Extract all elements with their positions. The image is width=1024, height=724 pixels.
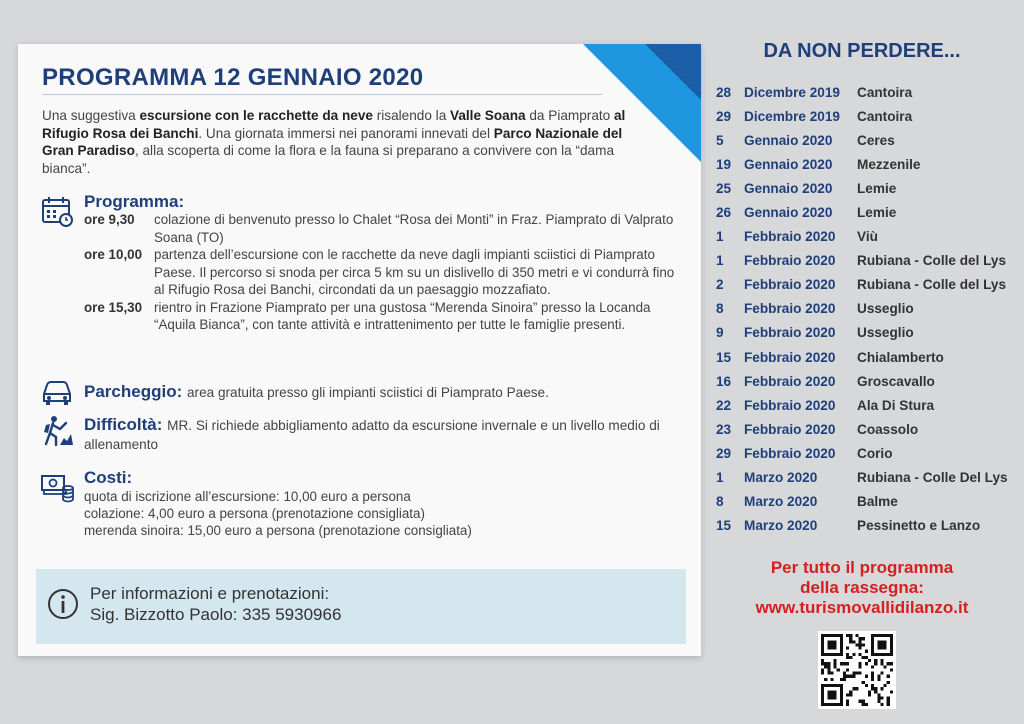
event-place: Viù (857, 229, 878, 245)
cost-line: merenda sinoira: 15,00 euro a persona (prenotazione consigliata) (84, 523, 472, 538)
programma-heading: Programma: (84, 192, 185, 211)
event-row (712, 200, 1022, 224)
calendar-icon (40, 194, 74, 228)
event-place: Mezzenile (857, 156, 921, 172)
contact-line: Sig. Bizzotto Paolo: 335 5930966 (90, 605, 342, 624)
intro-paragraph: Una suggestiva escursione con le racchette da neve risalendo la Valle Soana da Piamprato al Rifugio Rosa dei Banchi. Una giornata immersi nei panorami innevati del Parco Nazionale del Gran Paradiso, alla scoperta di come la flora e la fauna si preparano a convivere con la “dama bianca”. (42, 108, 626, 176)
hiker-icon (40, 414, 74, 448)
difficolta-section (84, 416, 664, 454)
event-place: Balme (857, 494, 898, 510)
event-row (712, 273, 1022, 297)
event-day: 8 (716, 494, 724, 510)
event-row (712, 441, 1022, 465)
sidebar-title: DA NON PERDERE... (763, 40, 961, 62)
event-day: 25 (716, 180, 732, 196)
event-place: Lemie (857, 205, 897, 221)
event-place: Lemie (857, 180, 897, 196)
event-day: 1 (716, 470, 724, 486)
event-month: Febbraio 2020 (744, 397, 836, 413)
event-month: Gennaio 2020 (744, 180, 833, 196)
event-row (712, 80, 1022, 104)
schedule-row (84, 246, 684, 299)
event-month: Febbraio 2020 (744, 301, 836, 317)
parcheggio-section (84, 382, 549, 402)
difficolta-heading: Difficoltà: (84, 415, 163, 434)
event-month: Febbraio 2020 (744, 349, 836, 365)
event-month: Febbraio 2020 (744, 229, 836, 245)
info-box (36, 569, 686, 644)
event-month: Dicembre 2019 (744, 84, 840, 100)
event-month: Marzo 2020 (744, 518, 818, 534)
page-title: PROGRAMMA 12 GENNAIO 2020 (42, 64, 424, 91)
costs-list (84, 488, 472, 539)
event-day: 28 (716, 84, 732, 100)
events-list (712, 80, 1022, 538)
event-month: Dicembre 2019 (744, 108, 840, 124)
promo-line: Per tutto il programma (770, 558, 954, 577)
info-text (90, 583, 341, 625)
parcheggio-heading: Parcheggio: (84, 382, 183, 401)
event-place: Rubiana - Colle del Lys (857, 277, 1007, 293)
event-month: Gennaio 2020 (744, 156, 833, 172)
event-month: Marzo 2020 (744, 494, 818, 510)
website-link[interactable]: www.turismovallidilanzo.it (755, 598, 969, 617)
event-place: Rubiana - Colle Del Lys (857, 470, 1008, 486)
event-day: 23 (716, 421, 732, 437)
schedule-time: ore 15,30 (84, 299, 143, 315)
event-row (712, 128, 1022, 152)
qr-code (818, 631, 896, 709)
cost-line: quota di iscrizione all’escursione: 10,00 euro a persona (84, 489, 411, 504)
costi-heading: Costi: (84, 468, 133, 487)
title-divider (42, 94, 602, 95)
info-line: Per informazioni e prenotazioni: (90, 584, 330, 603)
event-month: Febbraio 2020 (744, 253, 836, 269)
difficolta-text: MR. Si richiede abbigliamento adatto da escursione invernale e un livello medio di allenamento (84, 418, 660, 452)
event-place: Usseglio (857, 301, 914, 317)
event-row (712, 104, 1022, 128)
info-icon (46, 587, 80, 621)
money-icon (40, 470, 74, 504)
event-place: Groscavallo (857, 373, 935, 389)
event-row (712, 490, 1022, 514)
event-day: 15 (716, 349, 732, 365)
event-day: 8 (716, 301, 724, 317)
event-month: Gennaio 2020 (744, 205, 833, 221)
event-row (712, 466, 1022, 490)
event-row (712, 321, 1022, 345)
event-row (712, 225, 1022, 249)
event-month: Gennaio 2020 (744, 132, 833, 148)
event-row (712, 297, 1022, 321)
event-day: 2 (716, 277, 724, 293)
schedule (84, 211, 684, 334)
schedule-row (84, 299, 684, 334)
schedule-row (84, 211, 684, 246)
event-day: 1 (716, 229, 724, 245)
promo-line: della rassegna: (800, 578, 924, 597)
event-row (712, 393, 1022, 417)
event-month: Febbraio 2020 (744, 373, 836, 389)
event-day: 29 (716, 445, 732, 461)
program-card (18, 44, 701, 656)
event-place: Rubiana - Colle del Lys (857, 253, 1007, 269)
event-place: Corio (857, 445, 893, 461)
parcheggio-text: area gratuita presso gli impianti sciistici di Piamprato Paese. (186, 385, 549, 400)
event-row (712, 152, 1022, 176)
schedule-text: rientro in Frazione Piamprato per una gustosa “Merenda Sinoira” presso la Locanda “Aquila Bianca”, con tante attività e intrattenimento per tutte le famiglie presenti. (154, 299, 651, 332)
event-row (712, 345, 1022, 369)
event-day: 26 (716, 205, 732, 221)
event-day: 1 (716, 253, 724, 269)
schedule-text: partenza dell’escursione con le racchette da neve dagli impianti sciistici di Piamprato Paese. Il percorso si snoda per circa 5 km su un dislivello di 350 metri e vi condurrà fino al Rifugio Rosa dei Banchi, circondati da un paesaggio mozzafiato. (154, 247, 675, 297)
event-month: Febbraio 2020 (744, 445, 836, 461)
event-month: Marzo 2020 (744, 470, 818, 486)
event-place: Ceres (857, 132, 895, 148)
schedule-text: colazione di benvenuto presso lo Chalet “Rosa dei Monti” in Fraz. Piamprato di Valprato Soana (TO) (154, 212, 674, 245)
schedule-time: ore 10,00 (84, 247, 143, 262)
event-row (712, 417, 1022, 441)
event-day: 29 (716, 108, 732, 124)
event-place: Usseglio (857, 325, 914, 341)
event-place: Coassolo (857, 421, 919, 437)
event-month: Febbraio 2020 (744, 277, 836, 293)
event-day: 9 (716, 325, 724, 341)
cost-line: colazione: 4,00 euro a persona (prenotazione consigliata) (84, 506, 425, 521)
event-day: 16 (716, 373, 732, 389)
event-month: Febbraio 2020 (744, 421, 836, 437)
car-icon (40, 374, 74, 408)
event-row (712, 514, 1022, 538)
event-day: 15 (716, 518, 732, 534)
event-place: Ala Di Stura (857, 397, 935, 413)
schedule-time: ore 9,30 (84, 212, 135, 227)
event-day: 19 (716, 156, 732, 172)
event-place: Cantoira (857, 84, 913, 100)
event-day: 22 (716, 397, 732, 413)
corner-decoration-dark (645, 44, 701, 100)
event-row (712, 369, 1022, 393)
promo-text (712, 558, 1012, 618)
event-row (712, 249, 1022, 273)
event-month: Febbraio 2020 (744, 325, 836, 341)
event-row (712, 176, 1022, 200)
event-place: Pessinetto e Lanzo (857, 518, 981, 534)
event-place: Cantoira (857, 108, 913, 124)
event-day: 5 (716, 132, 724, 148)
event-place: Chialamberto (857, 349, 944, 365)
